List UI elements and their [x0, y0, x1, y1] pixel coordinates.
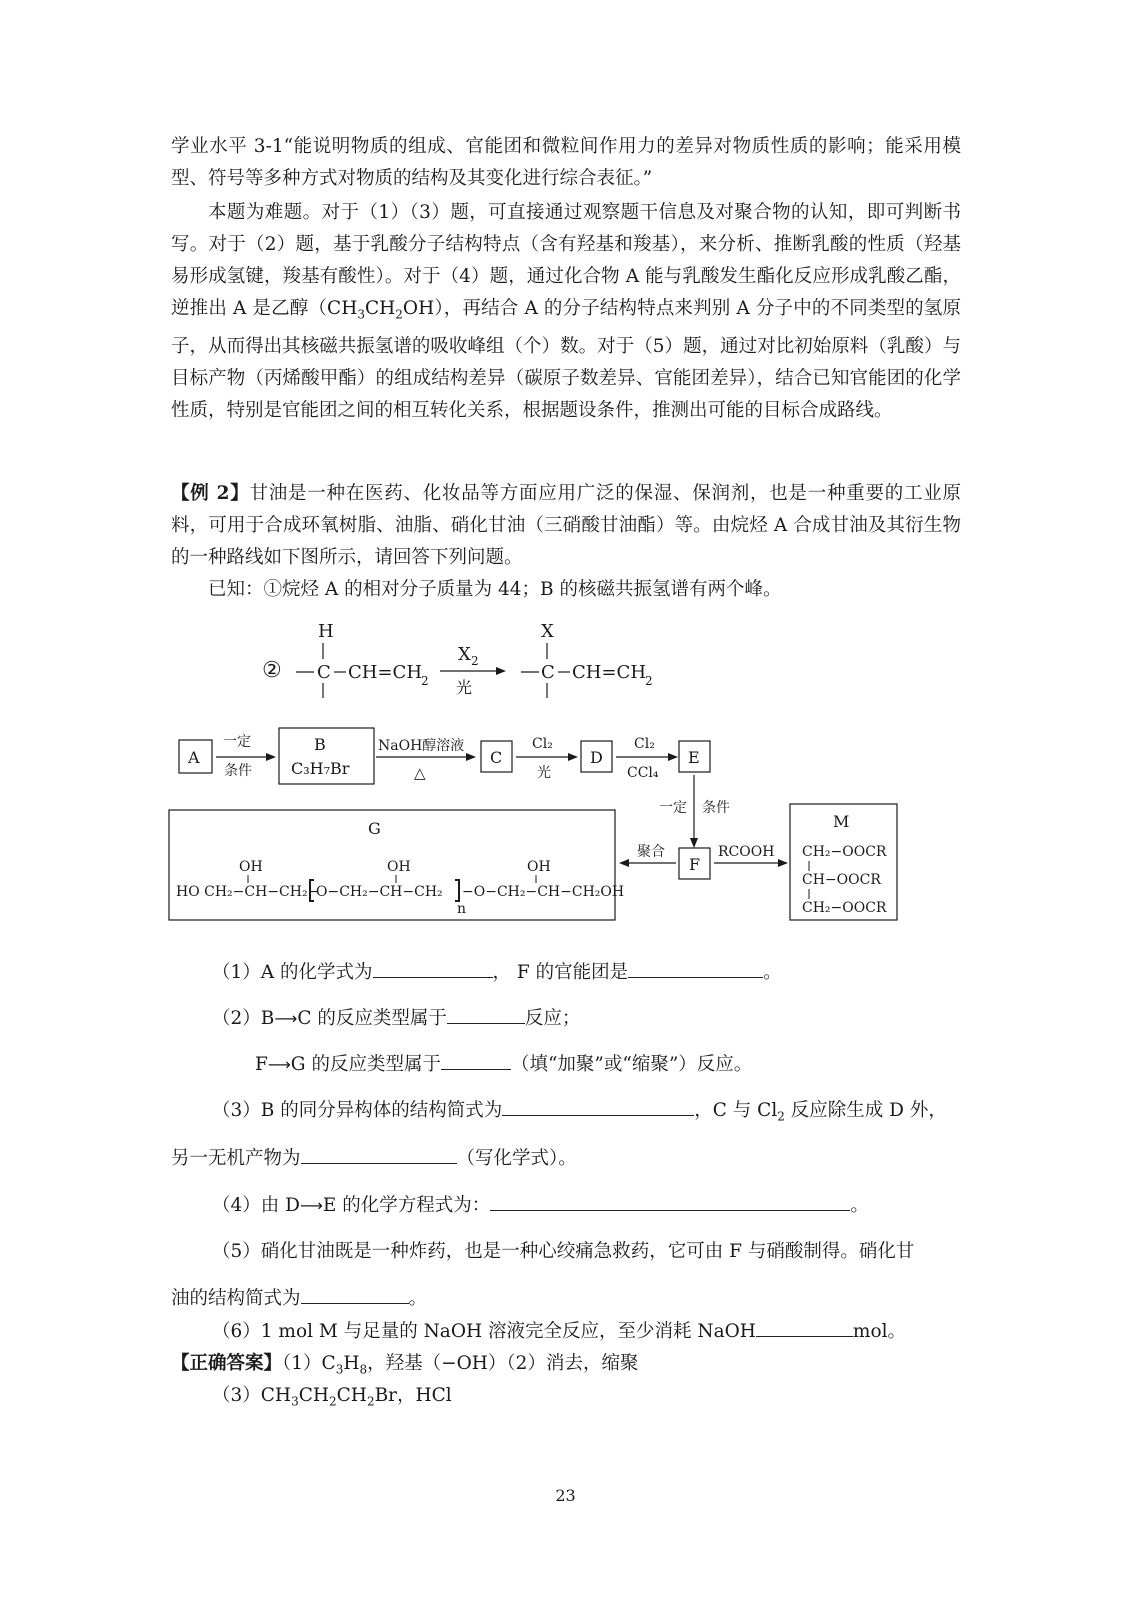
- reagent-x2-sub: 2: [471, 654, 479, 668]
- right-carbon: C: [541, 662, 555, 683]
- page-number: 23: [555, 1486, 576, 1505]
- synthesis-scheme: [166, 720, 906, 925]
- box-d: D: [590, 748, 603, 767]
- g-oh-right: OH: [527, 859, 551, 875]
- example-text: 【例 2】甘油是一种在医药、化妆品等方面应用广泛的保湿、保润剂，也是一种重要的工业原料，可用于合成环氧树脂、油脂、硝化甘油（三硝酸甘油酯）等。由烷烃 A 合成甘油及其衍生物的一种路线如下图所示，请回答下列问题。: [171, 483, 961, 568]
- box-b-label: B: [314, 735, 326, 754]
- m-row-3: CH₂−OOCR: [802, 900, 887, 916]
- question-5-part-2: 油的结构简式为 。: [171, 1283, 961, 1315]
- ab-condition-bottom: 条件: [224, 763, 252, 779]
- answer-line-2: $(3)CH_3CH_2CH_2Br$，HCl: [212, 1385, 452, 1409]
- condition-light: 光: [456, 678, 473, 697]
- cd-condition-top: Cl₂: [532, 736, 553, 752]
- q3-blank-inorganic[interactable]: [301, 1143, 457, 1164]
- box-b-formula: C₃H₇Br: [291, 759, 350, 778]
- g-oh-mid: OH: [387, 859, 411, 875]
- g-repeat-unit: O−CH₂−CH−CH₂: [316, 884, 443, 900]
- intro-paragraph-1: 学业水平 3-1“能说明物质的组成、官能团和微粒间作用力的差异对物质性质的影响；能采用模型、符号等多种方式对物质的结构及其变化进行综合表征。”: [171, 136, 961, 189]
- example-known: 已知：①烷烃 A 的相对分子质量为 44；B 的核磁共振氢谱有两个峰。: [208, 579, 782, 600]
- g-oh-left: OH: [239, 859, 263, 875]
- box-a: A: [188, 748, 200, 767]
- reaction-number: ②: [262, 658, 282, 683]
- question-2-part-2: F⟶G 的反应类型属于 （填“加聚”或“缩聚”）反应。: [255, 1049, 1045, 1081]
- q6-blank-mol[interactable]: [756, 1316, 853, 1337]
- q3-blank-isomer[interactable]: [502, 1095, 694, 1116]
- question-3: （3）B 的同分异构体的结构简式为 ，C 与 $Cl_2$ 反应除生成 D 外，: [212, 1095, 1002, 1133]
- de-condition-top: Cl₂: [634, 736, 655, 752]
- right-chain: CH=CH: [572, 662, 647, 683]
- q5-blank-structure[interactable]: [301, 1283, 409, 1304]
- bc-condition-top: NaOH醇溶液: [378, 738, 465, 754]
- ef-condition-left: 一定: [659, 800, 687, 816]
- de-condition-bottom: CCl₄: [627, 765, 659, 781]
- box-m-label: M: [833, 812, 850, 831]
- q1-blank-formula[interactable]: [373, 957, 493, 978]
- question-2: （2）B⟶C 的反应类型属于 反应；: [212, 1003, 1002, 1035]
- right-x-atom: X: [541, 621, 554, 642]
- question-6: （6）1 mol M 与足量的 NaOH 溶液完全反应，至少消耗 NaOH mol。: [212, 1316, 1002, 1348]
- right-arrow-icon: ⟶: [299, 1196, 323, 1215]
- q4-blank-equation[interactable]: [490, 1190, 850, 1211]
- known-reaction-diagram: [250, 615, 670, 700]
- ab-condition-top: 一定: [223, 734, 251, 750]
- left-chain-sub: 2: [421, 674, 429, 688]
- q2-blank-bc[interactable]: [447, 1003, 525, 1024]
- g-n-subscript: n: [457, 901, 467, 917]
- right-arrow-icon: ⟶: [267, 1055, 291, 1074]
- intro-section: [171, 131, 961, 427]
- intro-paragraph-2: 本题为难题。对于（1）（3）题，可直接通过观察题干信息及对聚合物的认知，即可判断书写。对于（2）题，基于乳酸分子结构特点（含有羟基和羧基），来分析、推断乳酸的性质（羟基易形成氢键，羧基有酸性）。对于（4）题，通过化合物 A 能与乳酸发生酯化反应形成乳酸乙酯，逆推出 A 是乙醇$(CH_3CH_2OH)$，再结合 A 的分子结构特点来判别 A 分子中的不同类型的氢原子，从而得出其核磁共振氢谱的吸收峰组（个）数。对于（5）题，通过对比初始原料（乳酸）与目标产物（丙烯酸甲酯）的组成结构差异（碳原子数差异、官能团差异），结合已知官能团的化学性质，特别是官能团之间的相互转化关系，根据题设条件，推测出可能的目标合成路线。: [171, 202, 961, 421]
- reagent-x2: X: [458, 644, 471, 665]
- g-left-chain: HO CH₂−CH−CH₂−: [176, 884, 320, 900]
- question-5: （5）硝化甘油既是一种炸药，也是一种心绞痛急救药，它可由 F 与硝酸制得。硝化甘: [212, 1241, 915, 1262]
- box-g-label: G: [368, 819, 381, 838]
- right-chain-sub: 2: [645, 674, 653, 688]
- box-e: E: [688, 748, 700, 767]
- fg-condition: 聚合: [637, 844, 665, 860]
- right-arrow-icon: ⟶: [274, 1009, 298, 1028]
- cd-condition-bottom: 光: [537, 765, 551, 781]
- box-f: F: [689, 855, 701, 874]
- question-4: （4）由 D⟶E 的化学方程式为： 。: [212, 1190, 1002, 1222]
- bc-condition-bottom: △: [414, 764, 426, 782]
- question-3-part-2: 另一无机产物为 （写化学式）。: [171, 1143, 961, 1175]
- ef-condition-right: 条件: [702, 800, 730, 816]
- q2-blank-fg[interactable]: [441, 1049, 511, 1070]
- g-right-chain: −O−CH₂−CH−CH₂OH: [462, 884, 625, 900]
- left-carbon: C: [317, 662, 331, 683]
- m-row-2: CH−OOCR: [802, 872, 881, 888]
- left-h-atom: H: [318, 621, 334, 642]
- m-row-1: CH₂−OOCR: [802, 844, 887, 860]
- box-c: C: [490, 748, 503, 767]
- example-section: [171, 478, 961, 606]
- left-chain: CH=CH: [348, 662, 423, 683]
- answer-line-1: 【正确答案】$(1)C_3H_8$，羟基（−OH）（2）消去，缩聚: [171, 1353, 639, 1377]
- q1-blank-group[interactable]: [628, 957, 763, 978]
- question-1: （1）A 的化学式为 ， F 的官能团是 。: [212, 957, 1002, 989]
- fm-condition: RCOOH: [718, 844, 775, 860]
